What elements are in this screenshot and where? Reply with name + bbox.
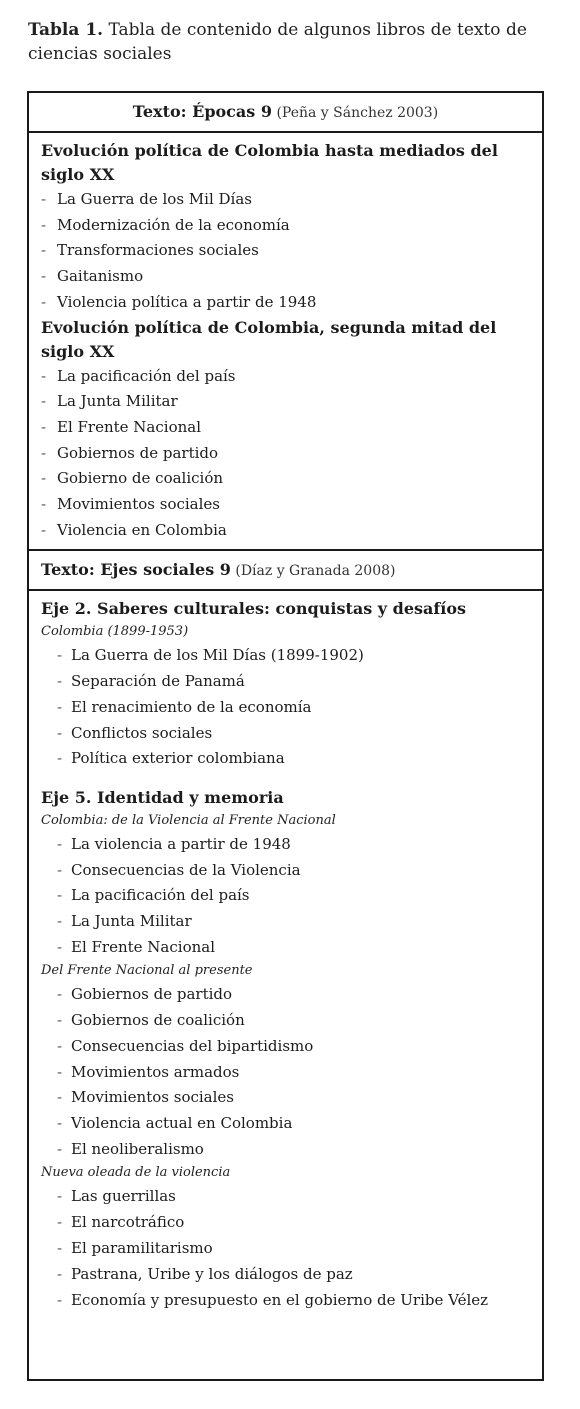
list-item: - Gaitanismo: [41, 264, 532, 290]
book2-subtitle: Del Frente Nacional al presente: [41, 963, 253, 979]
book1-title: Texto: Épocas 9: [132, 102, 272, 121]
book1-section-list: [41, 187, 532, 316]
list-item: - Pastrana, Uribe y los diálogos de paz: [41, 1262, 532, 1288]
book1-section-heading: Evolución política de Colombia, segunda mitad del siglo XX: [41, 317, 497, 361]
book1-authors: (Peña y Sánchez 2003): [272, 105, 439, 121]
list-item: - Transformaciones sociales: [41, 238, 532, 264]
caption-text: Tabla de contenido de algunos libros de texto de ciencias sociales: [28, 20, 527, 64]
book2-group-list: [41, 1184, 532, 1313]
list-item: - Consecuencias del bipartidismo: [41, 1034, 532, 1060]
list-item: - Violencia actual en Colombia: [41, 1111, 532, 1137]
list-item: - Violencia en Colombia: [41, 518, 532, 544]
list-item: - Violencia política a partir de 1948: [41, 290, 532, 316]
book2-axis-heading: Eje 5. Identidad y memoria: [41, 787, 284, 807]
list-item: - Las guerrillas: [41, 1184, 532, 1210]
caption-label: Tabla 1.: [28, 20, 104, 40]
book2-group-list: [41, 832, 532, 961]
book2-subtitle: Colombia: de la Violencia al Frente Nacional: [41, 812, 336, 828]
book2-group-list: [41, 982, 532, 1162]
book1-section-heading: Evolución política de Colombia hasta mediados del siglo XX: [41, 141, 498, 184]
list-item: - Gobierno de coalición: [41, 466, 532, 492]
list-item: - La Guerra de los Mil Días: [41, 187, 532, 213]
list-item: - Movimientos sociales: [41, 1085, 532, 1111]
book2-axis-heading: Eje 2. Saberes culturales: conquistas y desafíos: [41, 599, 467, 619]
list-item: - La pacificación del país: [41, 364, 532, 390]
contents-table: [27, 91, 544, 1381]
book1-section-list: [41, 364, 532, 544]
list-item: - El paramilitarismo: [41, 1236, 532, 1262]
list-item: - El Frente Nacional: [41, 935, 532, 961]
list-item: - El neoliberalismo: [41, 1137, 532, 1163]
list-item: - La Junta Militar: [41, 909, 532, 935]
list-item: - Política exterior colombiana: [41, 746, 532, 772]
list-item: - Gobiernos de coalición: [41, 1008, 532, 1034]
list-item: - El renacimiento de la economía: [41, 695, 532, 721]
table-caption: [28, 18, 553, 66]
list-item: - La Guerra de los Mil Días (1899-1902): [41, 643, 532, 669]
list-item: - Consecuencias de la Violencia: [41, 858, 532, 884]
list-item: - Movimientos sociales: [41, 492, 532, 518]
book2-authors: (Díaz y Granada 2008): [230, 563, 396, 580]
list-item: - Conflictos sociales: [41, 721, 532, 747]
list-item: - Gobiernos de partido: [41, 441, 532, 467]
list-item: - La Junta Militar: [41, 389, 532, 415]
list-item: - El narcotráfico: [41, 1210, 532, 1236]
book1-header: [29, 93, 542, 133]
list-item: - Modernización de la economía: [41, 213, 532, 239]
book2-subtitle: Nueva oleada de la violencia: [41, 1165, 231, 1181]
book2-header: [29, 551, 542, 591]
book2-title: Texto: Ejes sociales 9: [41, 560, 231, 580]
list-item: - La violencia a partir de 1948: [41, 832, 532, 858]
list-item: - La pacificación del país: [41, 883, 532, 909]
list-item: - Separación de Panamá: [41, 669, 532, 695]
list-item: - El Frente Nacional: [41, 415, 532, 441]
list-item: - Economía y presupuesto en el gobierno de Uribe Vélez: [41, 1287, 532, 1313]
list-item: - Movimientos armados: [41, 1060, 532, 1086]
book2-group-list: [41, 643, 532, 772]
book2-subtitle: Colombia (1899-1953): [41, 624, 189, 640]
list-item: - Gobiernos de partido: [41, 982, 532, 1008]
book2-body: [29, 591, 542, 1319]
book1-body: [29, 133, 542, 551]
